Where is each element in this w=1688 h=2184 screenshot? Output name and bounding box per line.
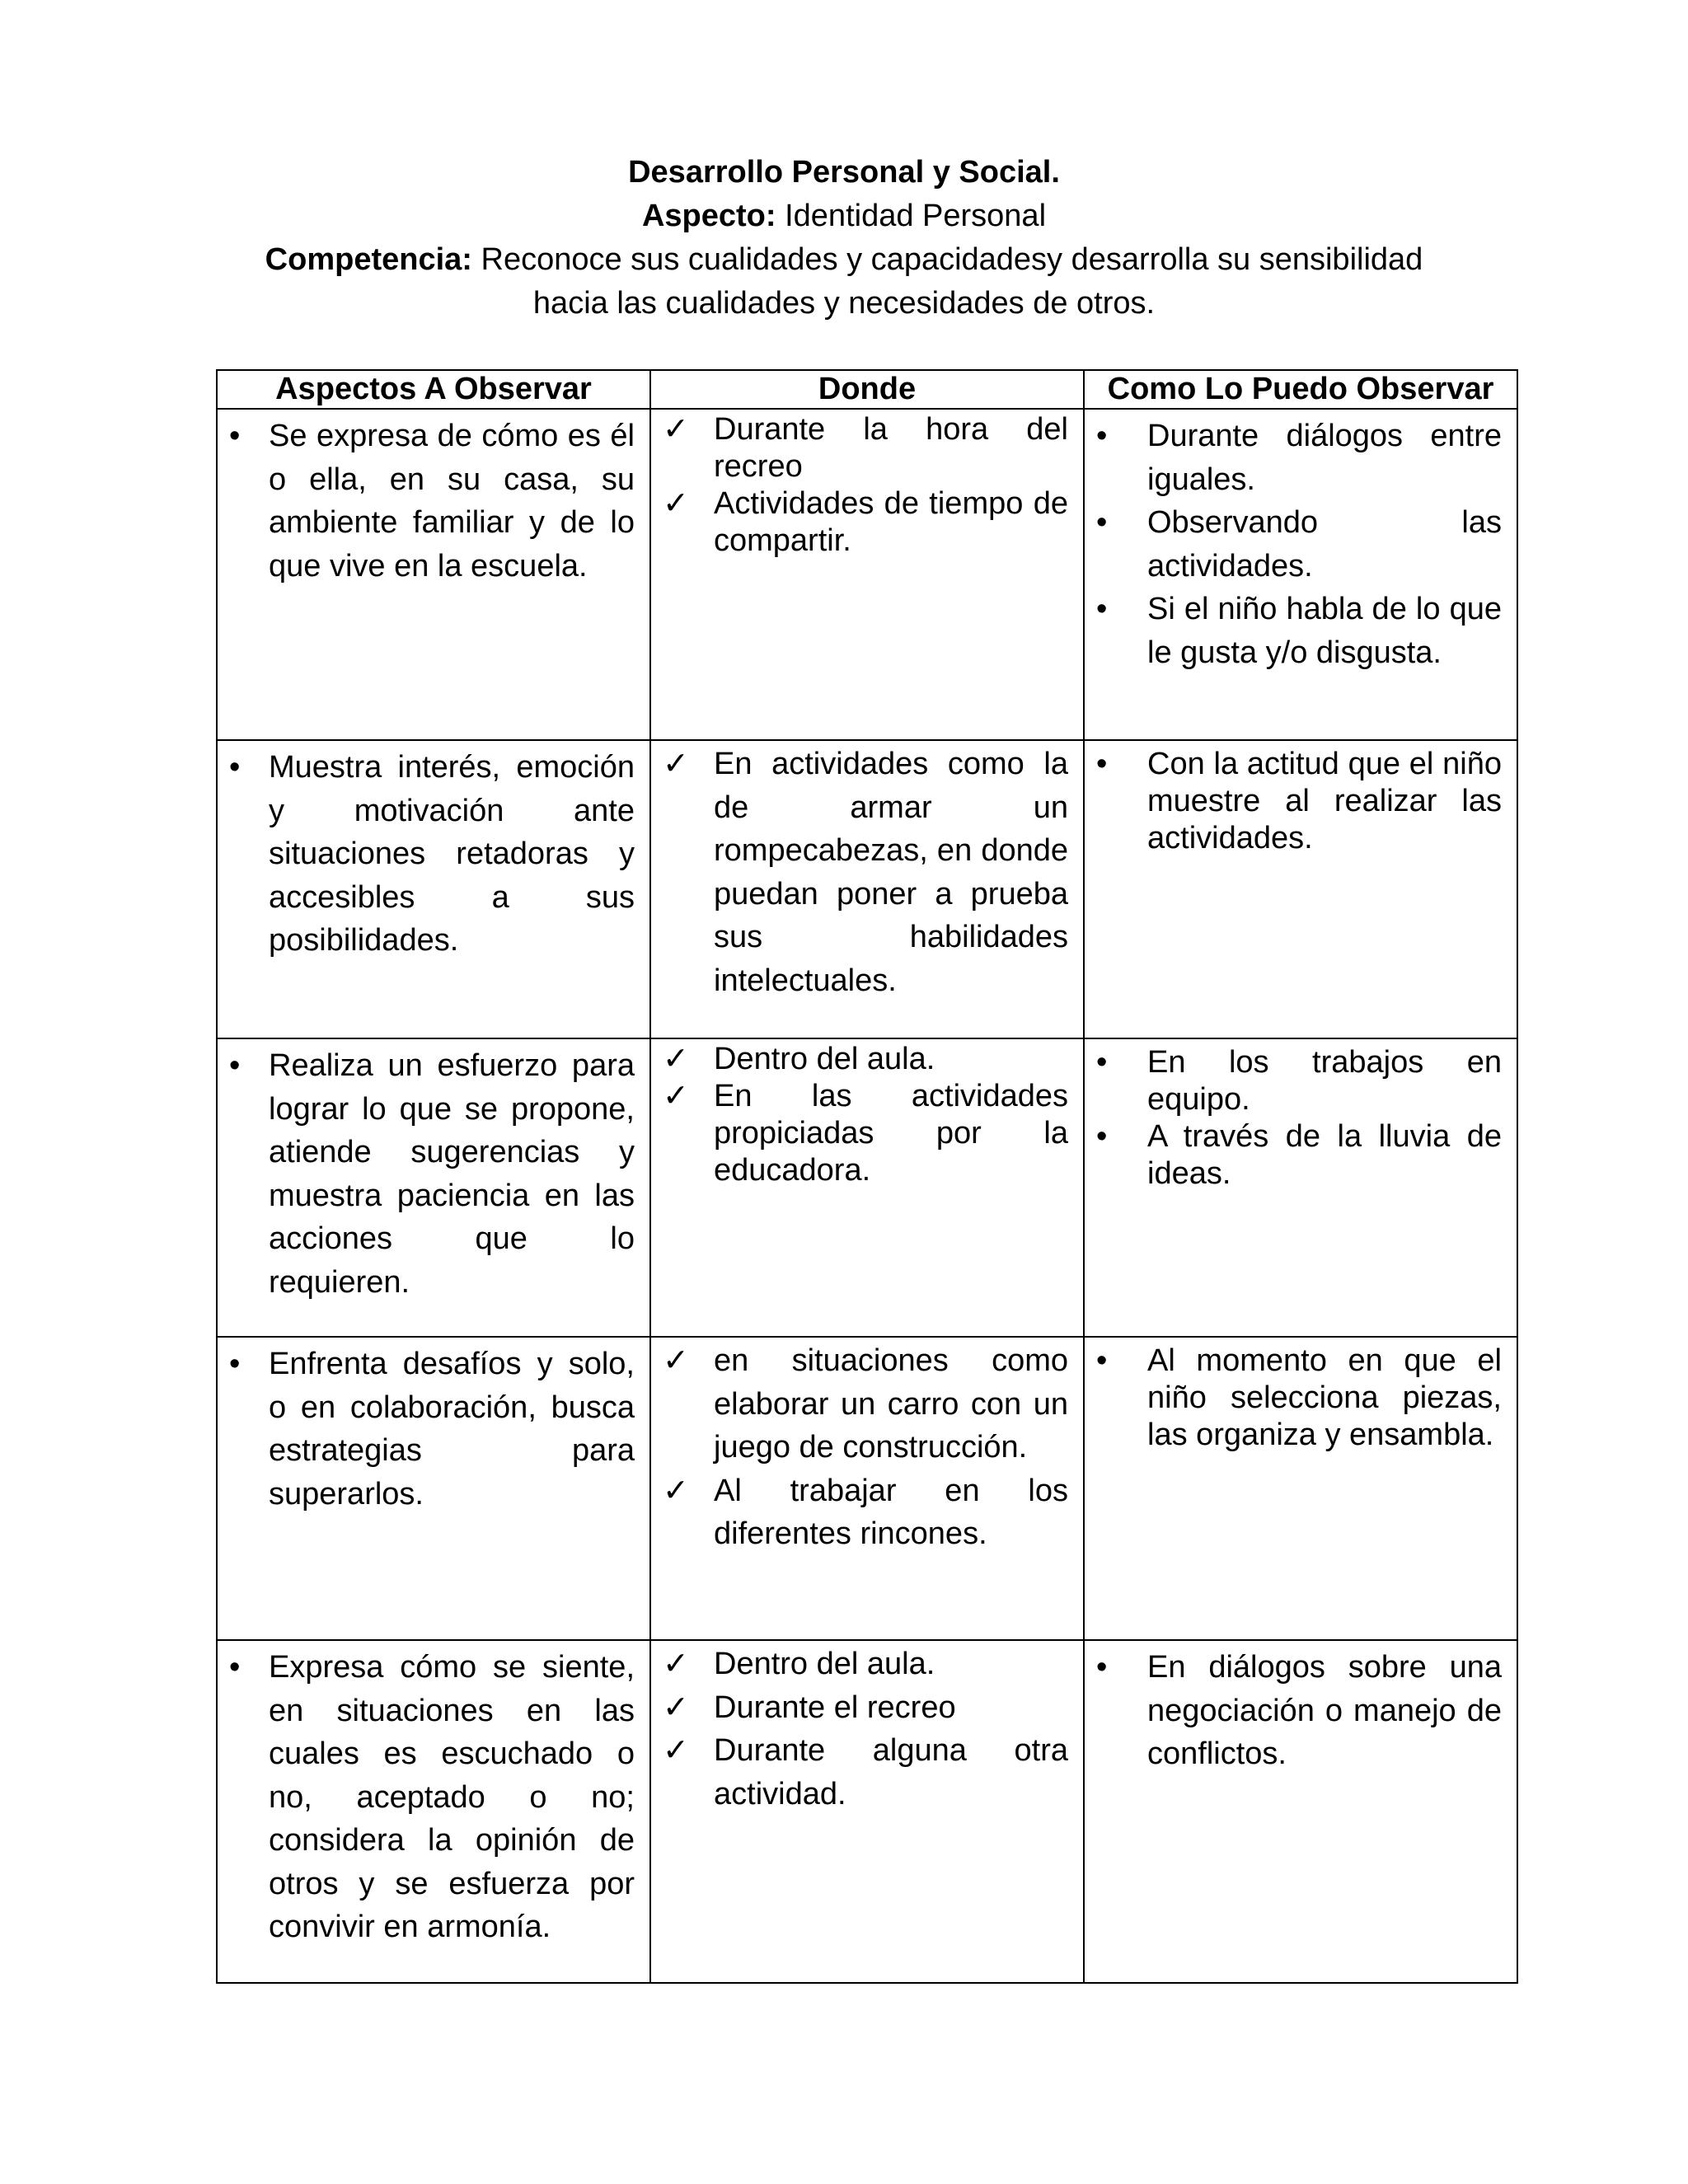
- aspectos-cell: [217, 409, 650, 740]
- list-item: [663, 485, 1068, 560]
- cell-list: [651, 1039, 1083, 1189]
- list-item-text: Durante alguna otra actividad.: [714, 1733, 1068, 1811]
- cell-list: [218, 741, 649, 963]
- cell-list: [651, 741, 1083, 1002]
- check-icon: ✓: [663, 747, 689, 781]
- donde-cell: [650, 409, 1084, 740]
- como-cell: [1084, 1640, 1517, 1983]
- donde-cell: [650, 740, 1084, 1038]
- check-icon: ✓: [663, 1473, 689, 1508]
- list-item: [229, 1044, 635, 1304]
- list-item-text: En actividades como la de armar un rompecabezas, en donde puedan poner a prueba sus habilidades intelectuales.: [714, 747, 1068, 998]
- list-item: [663, 1643, 1068, 1686]
- list-item-text: Se expresa de cómo es él o ella, en su casa, su ambiente familiar y de lo que vive en la escuela.: [269, 419, 635, 583]
- list-item-text: Durante la hora del recreo: [714, 412, 1068, 484]
- cell-list: [1085, 1641, 1517, 1776]
- cell-list: [1085, 410, 1517, 674]
- bullet-icon: •: [229, 750, 241, 785]
- list-item-text: Dentro del aula.: [714, 1042, 935, 1076]
- table-row: [217, 740, 1517, 1038]
- list-item: [663, 1339, 1068, 1469]
- observation-table: [216, 369, 1518, 1984]
- aspecto-line: [0, 194, 1688, 238]
- list-item: [663, 1686, 1068, 1730]
- list-item: [663, 411, 1068, 485]
- list-item: [1096, 1118, 1502, 1193]
- bullet-icon: •: [229, 1650, 241, 1685]
- como-cell: [1084, 1337, 1517, 1640]
- list-item: [663, 743, 1068, 1002]
- como-cell: [1084, 740, 1517, 1038]
- column-header-donde: Donde: [650, 370, 1084, 409]
- como-cell: [1084, 409, 1517, 740]
- table-row: [217, 1640, 1517, 1983]
- cell-list: [1085, 1039, 1517, 1193]
- list-item-text: Dentro del aula.: [714, 1647, 935, 1681]
- check-icon: ✓: [663, 486, 689, 521]
- bullet-icon: •: [1096, 592, 1108, 626]
- donde-cell: [650, 1337, 1084, 1640]
- cell-list: [218, 1641, 649, 1949]
- competencia-line: [0, 238, 1688, 282]
- list-item-text: Al momento en que el niño selecciona piezas, las organiza y ensambla.: [1147, 1343, 1502, 1452]
- list-item: [229, 1343, 635, 1516]
- list-item: [663, 1078, 1068, 1189]
- check-icon: ✓: [663, 1079, 689, 1113]
- competencia-label: Competencia:: [265, 242, 472, 277]
- list-item: [1096, 1343, 1502, 1454]
- list-item: [1096, 1044, 1502, 1118]
- aspectos-cell: [217, 1337, 650, 1640]
- cell-list: [651, 1338, 1083, 1556]
- list-item-text: Muestra interés, emoción y motivación ante situaciones retadoras y accesibles a sus posibilidades.: [269, 750, 635, 958]
- list-item-text: Expresa cómo se siente, en situaciones en las cuales es escuchado o no, aceptado o no; considera la opinión de otros y se esfuerza por convivir en armonía.: [269, 1650, 635, 1944]
- list-item-text: Durante diálogos entre iguales.: [1147, 419, 1502, 497]
- list-item: [663, 1469, 1068, 1556]
- check-icon: ✓: [663, 1647, 689, 1681]
- check-icon: ✓: [663, 1733, 689, 1768]
- list-item: [1096, 415, 1502, 501]
- list-item-text: Realiza un esfuerzo para lograr lo que se propone, atiende sugerencias y muestra paciencia en las acciones que lo requieren.: [269, 1048, 635, 1300]
- cell-list: [1085, 1338, 1517, 1454]
- donde-cell: [650, 1640, 1084, 1983]
- document-title: Desarrollo Personal y Social.: [628, 155, 1060, 190]
- list-item: [1096, 1646, 1502, 1776]
- list-item-text: Con la actitud que el niño muestre al realizar las actividades.: [1147, 747, 1502, 855]
- list-item-text: Durante el recreo: [714, 1690, 956, 1725]
- bullet-icon: •: [229, 1347, 241, 1381]
- bullet-icon: •: [1096, 505, 1108, 540]
- list-item-text: Enfrenta desafíos y solo, o en colaboración, busca estrategias para superarlos.: [269, 1347, 635, 1511]
- check-icon: ✓: [663, 1690, 689, 1725]
- bullet-icon: •: [1096, 419, 1108, 453]
- list-item: [1096, 588, 1502, 674]
- table-row: [217, 1038, 1517, 1337]
- cell-list: [651, 410, 1083, 560]
- cell-list: [1085, 741, 1517, 857]
- list-item: [229, 1646, 635, 1949]
- aspectos-cell: [217, 1640, 650, 1983]
- list-item-text: A través de la lluvia de ideas.: [1147, 1119, 1502, 1191]
- cell-list: [651, 1641, 1083, 1816]
- list-item: [663, 1729, 1068, 1816]
- column-header-como: Como Lo Puedo Observar: [1084, 370, 1517, 409]
- bullet-icon: •: [1096, 1343, 1108, 1378]
- list-item-text: En los trabajos en equipo.: [1147, 1045, 1502, 1117]
- list-item-text: Actividades de tiempo de compartir.: [714, 486, 1068, 558]
- cell-list: [218, 1039, 649, 1304]
- bullet-icon: •: [1096, 747, 1108, 781]
- aspectos-cell: [217, 1038, 650, 1337]
- list-item-text: En las actividades propiciadas por la educadora.: [714, 1079, 1068, 1188]
- table-header-row: [217, 370, 1517, 409]
- cell-list: [218, 1338, 649, 1516]
- bullet-icon: •: [1096, 1650, 1108, 1685]
- list-item: [663, 1041, 1068, 1078]
- cell-list: [218, 410, 649, 588]
- check-icon: ✓: [663, 1042, 689, 1076]
- competencia-value-line2: hacia las cualidades y necesidades de otros.: [532, 286, 1156, 321]
- donde-cell: [650, 1038, 1084, 1337]
- list-item: [1096, 501, 1502, 588]
- check-icon: ✓: [663, 412, 689, 447]
- list-item: [229, 746, 635, 963]
- list-item-text: En diálogos sobre una negociación o manejo de conflictos.: [1147, 1650, 1502, 1771]
- bullet-icon: •: [229, 419, 241, 453]
- table-row: [217, 409, 1517, 740]
- document-header: [0, 151, 1688, 326]
- list-item-text: Observando las actividades.: [1147, 505, 1502, 583]
- aspectos-cell: [217, 740, 650, 1038]
- list-item: [1096, 746, 1502, 857]
- check-icon: ✓: [663, 1343, 689, 1378]
- list-item-text: Si el niño habla de lo que le gusta y/o disgusta.: [1147, 592, 1502, 670]
- aspecto-label: Aspecto:: [641, 199, 776, 233]
- bullet-icon: •: [1096, 1119, 1108, 1154]
- bullet-icon: •: [1096, 1045, 1108, 1080]
- list-item-text: Al trabajar en los diferentes rincones.: [714, 1473, 1068, 1551]
- como-cell: [1084, 1038, 1517, 1337]
- table-row: [217, 1337, 1517, 1640]
- bullet-icon: •: [229, 1048, 241, 1083]
- aspecto-value: Identidad Personal: [785, 199, 1047, 233]
- column-header-aspectos: Aspectos A Observar: [217, 370, 650, 409]
- competencia-value-line1: Reconoce sus cualidades y capacidadesy desarrolla su sensibilidad: [481, 242, 1423, 277]
- list-item-text: en situaciones como elaborar un carro con un juego de construcción.: [714, 1343, 1068, 1465]
- list-item: [229, 415, 635, 588]
